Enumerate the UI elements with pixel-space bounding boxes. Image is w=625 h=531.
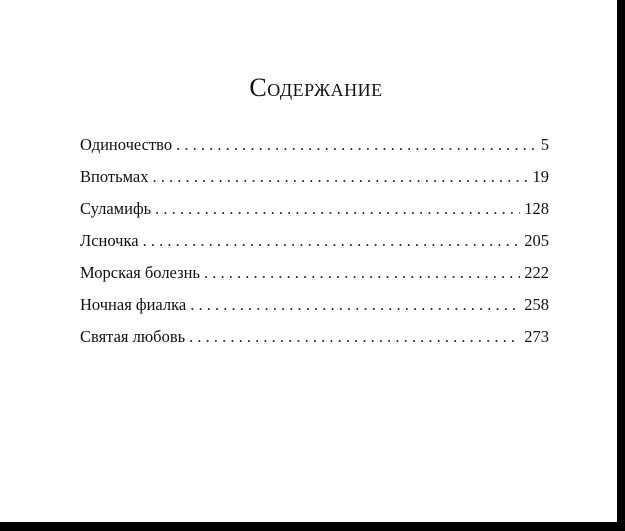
dot-leader [153,164,529,190]
toc-entry-vpotmakh [80,164,549,196]
toc-entry-title: Суламифь [80,199,152,218]
dot-leader [189,324,520,350]
toc-entry-morskaya-bolezn [80,260,549,292]
toc-entry-page-number: 222 [524,263,549,282]
toc-entry-title: Впотьмах [80,167,149,186]
table-of-contents [80,132,549,356]
toc-heading: Содержание [249,73,383,102]
toc-entry-title: Святая любовь [80,327,186,346]
toc-entry-title: Морская болезнь [80,263,200,282]
toc-entry-page-number: 258 [524,295,549,314]
dot-leader [204,260,520,286]
dot-leader [155,196,520,222]
toc-entry-lsnochka [80,228,549,260]
dot-leader [176,132,537,158]
toc-entry-sulamif [80,196,549,228]
toc-entry-title: Ночная фиалка [80,295,187,314]
toc-entry-page-number: 19 [532,167,549,186]
toc-entry-svyataya-lyubov [80,324,549,356]
toc-entry-page-number: 128 [524,199,549,218]
toc-entry-title: Лсночка [80,231,139,250]
dot-leader [143,228,521,254]
toc-entry-page-number: 273 [524,327,549,346]
toc-entry-title: Одиночество [80,135,173,154]
toc-entry-odinochestvo [80,132,549,164]
toc-entry-page-number: 5 [540,135,549,154]
toc-entry-nochnaya-fialka [80,292,549,324]
toc-entry-page-number: 205 [524,231,549,250]
dot-leader [190,292,520,318]
